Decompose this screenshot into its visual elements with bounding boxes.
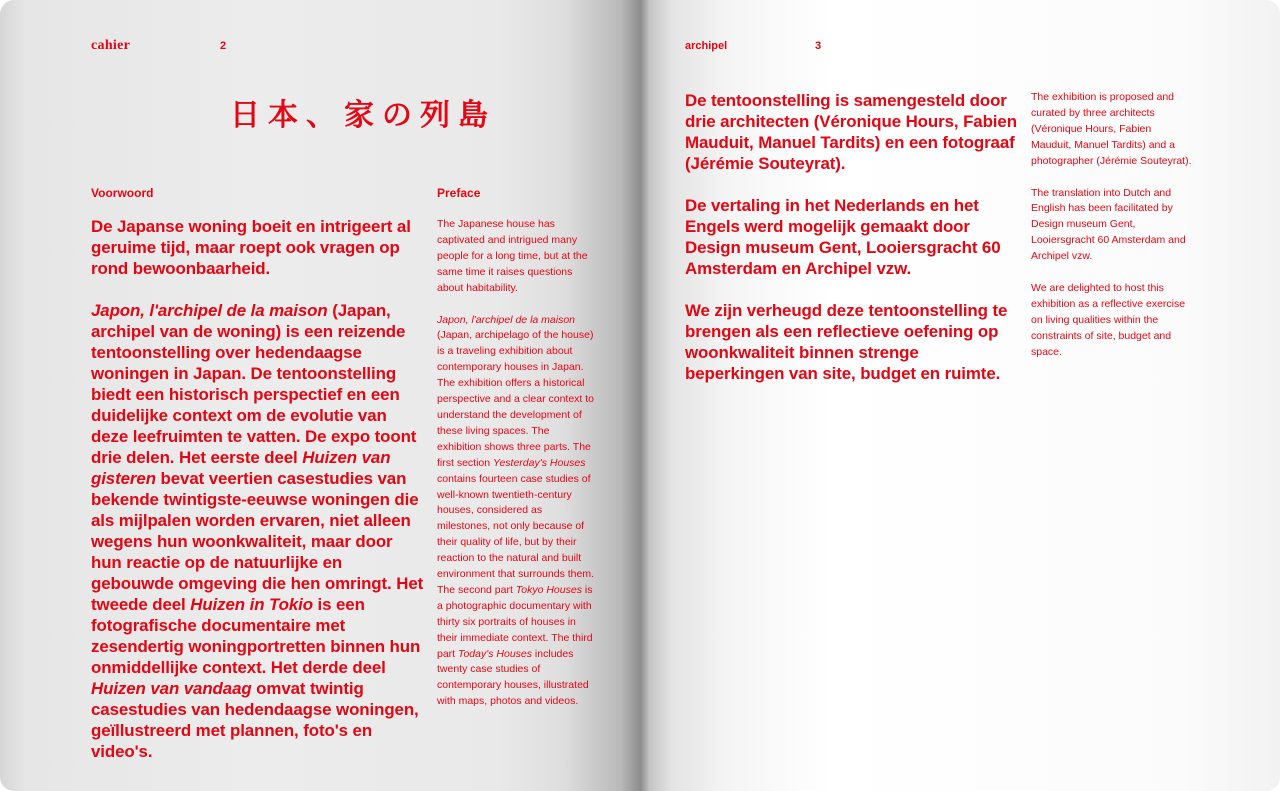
english-heading: Preface <box>437 186 481 200</box>
japanese-title: 日本、家の列島 <box>230 98 496 133</box>
dutch-body <box>91 216 426 783</box>
english-colophon <box>1031 90 1193 377</box>
part-one-title: Huizen van gisteren <box>91 448 391 488</box>
english-paragraph-curators: The exhibition is proposed and curated by three architects (Véronique Hours, Fabien Mauduit, Manuel Tardits) and a photographer (Jérémie Souteyrat). <box>1031 91 1192 167</box>
dutch-paragraph-exhibition: Japon, l'archipel de la maison (Japan, archipel van de woning) is een reizende tentoonstelling over hedendaagse woningen in Japan. De tentoonstelling biedt een historisch perspectief en een duidelijke context om de evolutie van deze leefruimten te vatten. De expo toont drie delen. Het eerste deel Huizen van gisteren bevat veertien casestudies van bekende twintigste-eeuwse woningen die als mijlpalen worden ervaren, niet alleen wegens hun woonkwaliteit, maar door hun reactie op de natuurlijke en gebouwde omgeving die hen omringt. Het tweede deel Huizen in Tokio is een fotografische documentaire met zesendertig woningportretten binnen hun onmiddellijke context. Het derde deel Huizen van vandaag omvat twintig casestudies van hedendaagse woningen, geïllustreerd met plannen, foto's en video's. <box>91 301 424 761</box>
page-number: 3 <box>815 40 822 52</box>
dutch-intro: De Japanse woning boeit en intrigeert al geruime tijd, maar roept ook vragen op rond bewoonbaarheid. <box>91 217 411 278</box>
running-header-title: archipel <box>685 40 728 52</box>
part-three-title-en: Today's Houses <box>458 647 533 660</box>
dutch-paragraph-host: We zijn verheugd deze tentoonstelling te brengen als een reflectieve oefening op woonkwaliteit binnen strenge beperkingen van site, budget en ruimte. <box>685 301 1008 383</box>
running-header-title: cahier <box>91 38 131 53</box>
dutch-heading: Voorwoord <box>91 186 154 200</box>
part-two-title: Huizen in Tokio <box>190 595 313 614</box>
english-intro: The Japanese house has captivated and intrigued many people for a long time, but at the same time it raises questions about habitability. <box>437 218 588 294</box>
english-paragraph-host: We are delighted to host this exhibition as a reflective exercise on living qualities within the constraints of site, budget and space. <box>1031 282 1186 358</box>
page-number: 2 <box>220 40 227 52</box>
part-three-title: Huizen van vandaag <box>91 679 252 698</box>
dutch-paragraph-curators: De tentoonstelling is samengesteld door drie architecten (Véronique Hours, Fabien Mauduit, Manuel Tardits) en een fotograaf (Jérémie Souteyrat). <box>685 91 1017 173</box>
dutch-paragraph-translation: De vertaling in het Nederlands en het Engels werd mogelijk gemaakt door Design museum Gent, Looiersgracht 60 Amsterdam en Archipel vzw. <box>685 196 1001 278</box>
exhibition-title-en: Japon, l'archipel de la maison <box>437 313 576 326</box>
english-paragraph-exhibition: Japon, l'archipel de la maison (Japan, archipelago of the house) is a traveling exhibition about contemporary houses in Japan. The exhibition offers a historical perspective and a clear context to understand the development of these living spaces. The exhibition shows three parts. The first section Yesterday's Houses contains fourteen case studies of well-known twentieth-century houses, considered as milestones, not only because of their quality of life, but by their reaction to the natural and built environment that surrounds them. The second part Tokyo Houses is a photographic documentary with thirty six portraits of houses in their immediate context. The third part Today's Houses includes twenty case studies of contemporary houses, illustrated with maps, photos and videos. <box>437 313 595 708</box>
english-paragraph-translation: The translation into Dutch and English has been facilitated by Design museum Gent, Looiersgracht 60 Amsterdam and Archipel vzw. <box>1031 186 1186 263</box>
dutch-colophon <box>685 90 1020 405</box>
part-two-title-en: Tokyo Houses <box>515 583 582 596</box>
right-page <box>640 0 1280 791</box>
english-body <box>437 217 595 726</box>
part-one-title-en: Yesterday's Houses <box>493 456 586 469</box>
exhibition-title: Japon, l'archipel de la maison <box>91 301 328 320</box>
